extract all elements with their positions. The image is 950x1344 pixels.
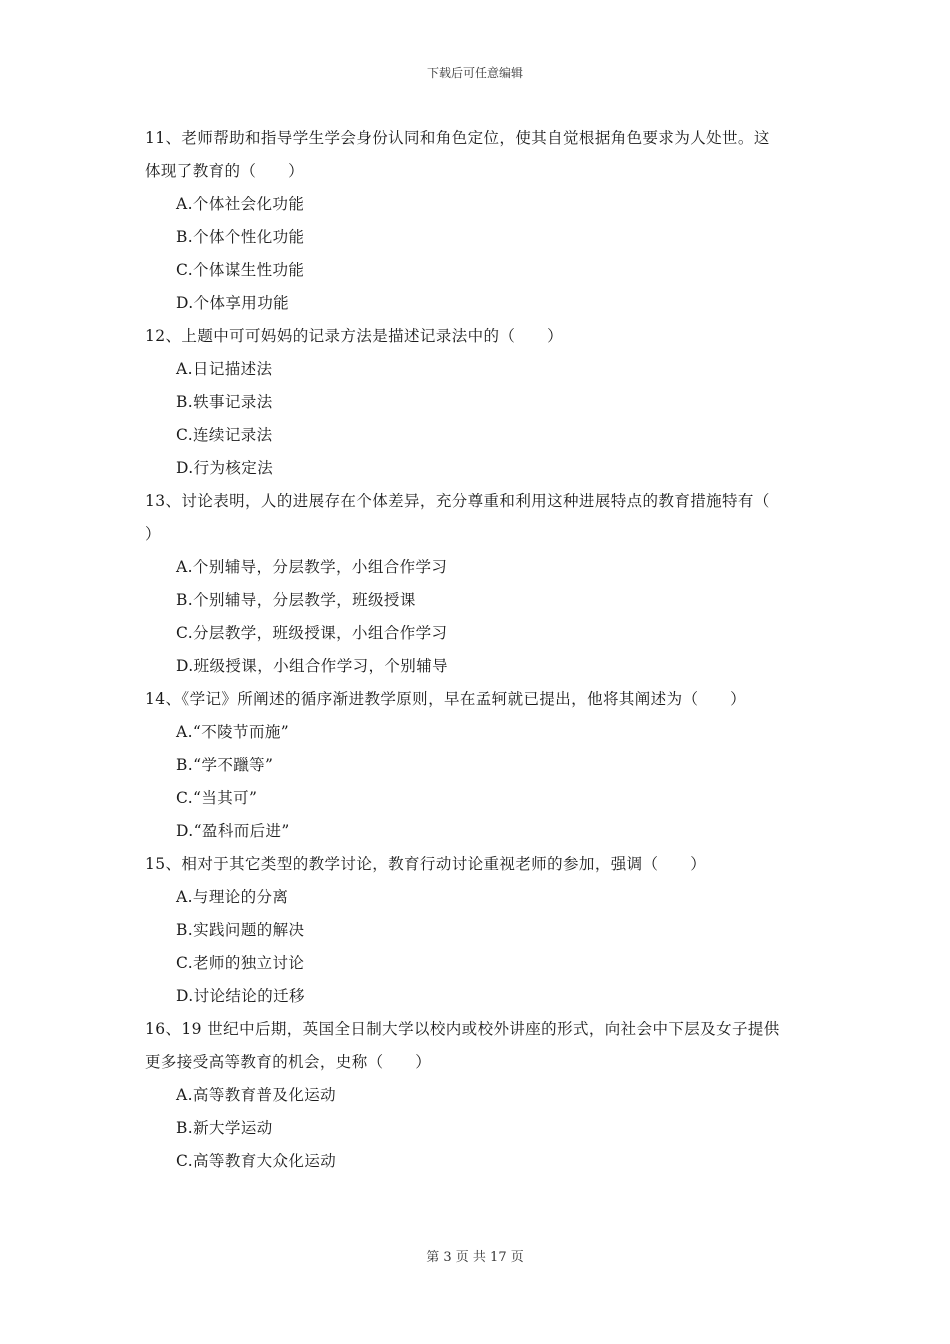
option-a: A.日记描述法 (176, 360, 273, 378)
option-d: D.个体享用功能 (176, 294, 290, 312)
question-stem-line: 11、老师帮助和指导学生学会身份认同和角色定位，使其自觉根据角色要求为人处世。这 (145, 129, 770, 147)
option-a: A.“不陵节而施” (176, 723, 290, 741)
option-d: D.“盈科而后进” (176, 822, 290, 840)
option-a: A.与理论的分离 (176, 888, 289, 906)
option-b: B.新大学运动 (176, 1119, 273, 1137)
option-d: D.讨论结论的迁移 (176, 987, 305, 1005)
question-14 (145, 683, 810, 848)
option-c: C.高等教育大众化运动 (176, 1152, 337, 1170)
question-stem-line: 13、讨论表明，人的进展存在个体差异，充分尊重和利用这种进展特点的教育措施特有（ (145, 492, 770, 510)
option-b: B.个别辅导，分层教学，班级授课 (176, 591, 416, 609)
option-a: A.个体社会化功能 (176, 195, 305, 213)
question-16 (145, 1013, 810, 1178)
option-b: B.实践问题的解决 (176, 921, 305, 939)
question-15 (145, 848, 810, 1013)
option-d: D.班级授课，小组合作学习，个别辅导 (176, 657, 449, 675)
option-c: C.分层教学，班级授课，小组合作学习 (176, 624, 448, 642)
question-stem-line: 体现了教育的（ ） (145, 162, 305, 180)
option-c: C.个体谋生性功能 (176, 261, 305, 279)
option-b: B.个体个性化功能 (176, 228, 305, 246)
page-header: 下载后可任意编辑 (426, 66, 523, 80)
question-13 (145, 485, 810, 683)
page-footer: 第 3 页 共 17 页 (426, 1250, 524, 1265)
option-c: C.连续记录法 (176, 426, 273, 444)
question-list (145, 122, 810, 1178)
option-c: C.老师的独立讨论 (176, 954, 305, 972)
question-stem-line: ） (145, 525, 161, 543)
question-stem-line: 更多接受高等教育的机会，史称（ ） (145, 1053, 432, 1071)
question-stem-line: 14、《学记》所阐述的循序渐进教学原则，早在孟轲就已提出，他将其阐述为（ ） (145, 690, 747, 708)
option-b: B.轶事记录法 (176, 393, 273, 411)
option-a: A.高等教育普及化运动 (176, 1086, 337, 1104)
question-11 (145, 122, 810, 320)
question-stem-line: 16、19 世纪中后期，英国全日制大学以校内或校外讲座的形式，向社会中下层及女子提供 (145, 1020, 780, 1038)
option-b: B.“学不躐等” (176, 756, 274, 774)
question-stem-line: 15、相对于其它类型的教学讨论，教育行动讨论重视老师的参加，强调（ ） (145, 855, 707, 873)
option-d: D.行为核定法 (176, 459, 274, 477)
option-a: A.个别辅导，分层教学，小组合作学习 (176, 558, 448, 576)
question-stem-line: 12、上题中可可妈妈的记录方法是描述记录法中的（ ） (145, 327, 564, 345)
option-c: C.“当其可” (176, 789, 258, 807)
question-12 (145, 320, 810, 485)
